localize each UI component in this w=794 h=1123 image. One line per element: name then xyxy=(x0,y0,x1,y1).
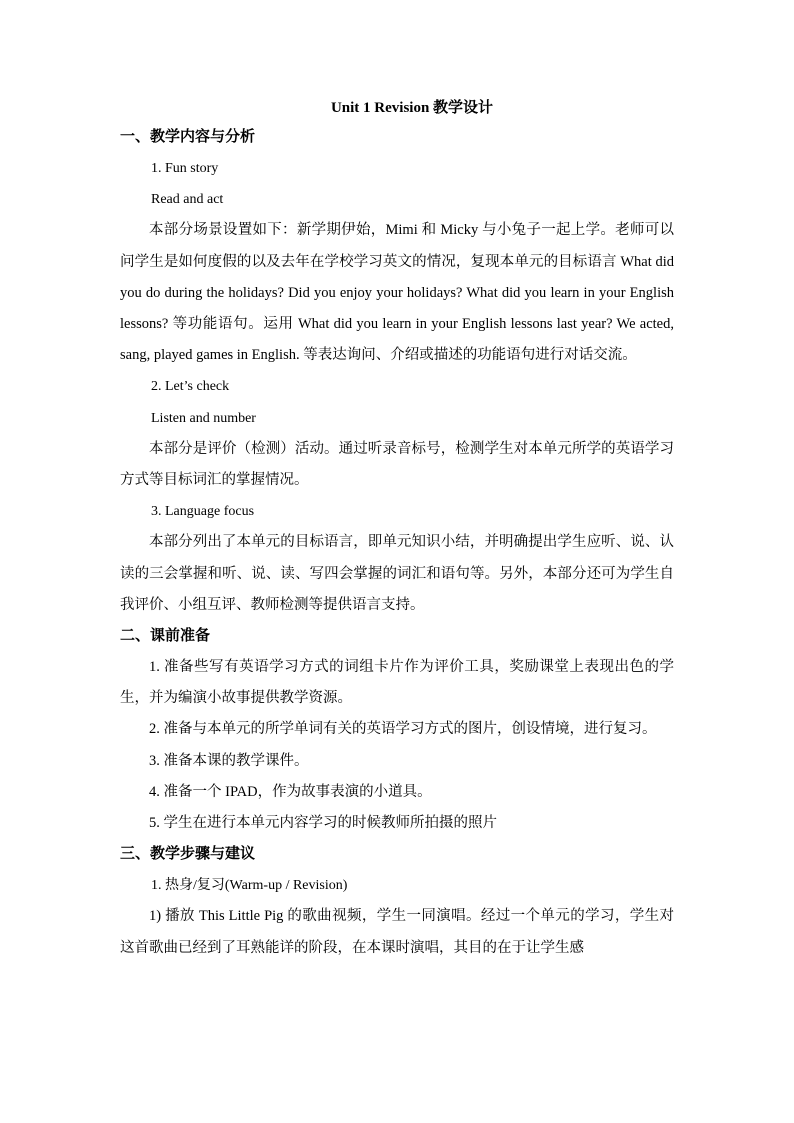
preparation-item-2: 2. 准备与本单元的所学单词有关的英语学习方式的图片，创设情境，进行复习。 xyxy=(149,721,657,738)
section-heading-content-analysis: 一、教学内容与分析 xyxy=(120,129,256,145)
item-subtitle-listen-and-number: Listen and number xyxy=(151,410,256,426)
item-title-lets-check: 2. Let’s check xyxy=(151,379,230,395)
preparation-item-4: 4. 准备一个 IPAD，作为故事表演的小道具。 xyxy=(149,783,432,800)
preparation-item-3: 3. 准备本课的教学课件。 xyxy=(149,752,309,769)
document-title: Unit 1 Revision 教学设计 xyxy=(330,100,494,116)
item-title-fun-story: 1. Fun story xyxy=(151,161,219,176)
document-body xyxy=(120,94,674,964)
section-heading-preparation: 二、课前准备 xyxy=(120,628,211,645)
paragraph-language-focus: 本部分列出了本单元的目标语言，即单元知识小结，并明确提出学生应听、说、认读的三会掌握和听、说、读、写四会掌握的词汇和语句等。另外，本部分还可为学生自我评价、小组互评、教师检测等提供语言支持。 xyxy=(120,534,674,613)
section-heading-teaching-steps: 三、教学步骤与建议 xyxy=(120,846,256,863)
paragraph-lets-check: 本部分是评价（检测）活动。通过听录音标号，检测学生对本单元所学的英语学习方式等目标词汇的掌握情况。 xyxy=(120,440,674,489)
item-subtitle-read-and-act: Read and act xyxy=(151,192,224,208)
step-title-warm-up: 1. 热身/复习(Warm-up / Revision) xyxy=(151,878,348,894)
preparation-item-5: 5. 学生在进行本单元内容学习的时候教师所拍摄的照片 xyxy=(149,815,497,832)
item-title-language-focus: 3. Language focus xyxy=(151,504,255,520)
preparation-item-1: 1. 准备些写有英语学习方式的词组卡片作为评价工具，奖励课堂上表现出色的学生，并为编演小故事提供教学资源。 xyxy=(120,659,674,707)
paragraph-fun-story: 本部分场景设置如下：新学期伊始，Mimi 和 Micky 与小兔子一起上学。老师可以问学生是如何度假的以及去年在学校学习英文的情况，复现本单元的目标语言 What did you do during the holidays? Did you enjoy your holidays? What did you learn in your English lessons? 等功能语句。运用 What did you learn in your English lessons last year? We acted, sang, played games in English. 等表达询问、介绍或描述的功能语句进行对话交流。 xyxy=(120,222,674,364)
paragraph-warm-up: 1) 播放 This Little Pig 的歌曲视频，学生一同演唱。经过一个单元的学习，学生对这首歌曲已经到了耳熟能详的阶段，在本课时演唱，其目的在于让学生感 xyxy=(120,908,674,956)
